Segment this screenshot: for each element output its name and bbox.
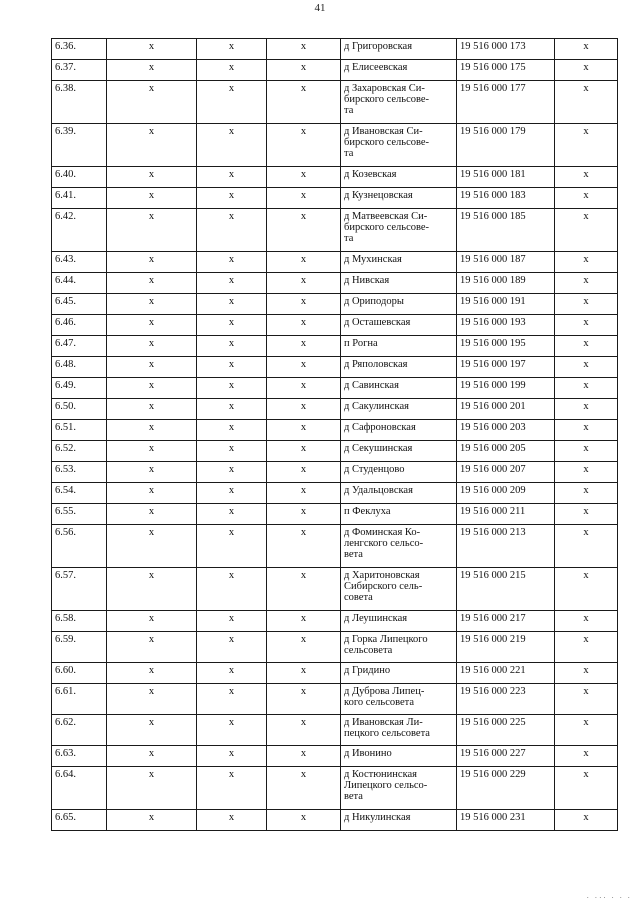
row-number: 6.38. (52, 81, 107, 124)
settlement-name (341, 294, 457, 315)
marker-cell-2: x (197, 124, 267, 167)
settlement-name-line: д Кузнецовская (344, 190, 413, 201)
row-number: 6.57. (52, 568, 107, 611)
marker-cell-1: x (107, 315, 197, 336)
settlement-name (341, 399, 457, 420)
marker-cell-3: x (267, 663, 341, 684)
marker-cell-2: x (197, 684, 267, 715)
settlement-name (341, 273, 457, 294)
settlement-name-line: д Савинская (344, 380, 399, 391)
marker-cell-1: x (107, 525, 197, 568)
settlement-name-line: д Козевская (344, 169, 397, 180)
settlement-name (341, 684, 457, 715)
marker-cell-4: x (555, 294, 618, 315)
marker-cell-3: x (267, 273, 341, 294)
marker-cell-4: x (555, 483, 618, 504)
marker-cell-1: x (107, 294, 197, 315)
settlement-name (341, 39, 457, 60)
settlement-name-line: д Матвеевская Си- (344, 211, 428, 222)
settlement-name (341, 315, 457, 336)
marker-cell-1: x (107, 420, 197, 441)
marker-cell-2: x (197, 483, 267, 504)
settlement-name-line: д Григоровская (344, 41, 413, 52)
marker-cell-2: x (197, 273, 267, 294)
marker-cell-4: x (555, 441, 618, 462)
oktmo-code: 19 516 000 201 (457, 399, 555, 420)
marker-cell-3: x (267, 525, 341, 568)
settlement-name-line: п Феклуха (344, 506, 391, 517)
settlement-name-line: вета (344, 791, 363, 802)
marker-cell-2: x (197, 81, 267, 124)
marker-cell-2: x (197, 209, 267, 252)
settlement-name (341, 378, 457, 399)
oktmo-code: 19 516 000 223 (457, 684, 555, 715)
marker-cell-4: x (555, 746, 618, 767)
settlement-name-line: д Нивская (344, 275, 390, 286)
marker-cell-2: x (197, 746, 267, 767)
marker-cell-3: x (267, 209, 341, 252)
row-number: 6.61. (52, 684, 107, 715)
marker-cell-3: x (267, 611, 341, 632)
settlement-name (341, 611, 457, 632)
marker-cell-3: x (267, 420, 341, 441)
marker-cell-3: x (267, 767, 341, 810)
table-row (52, 611, 618, 632)
marker-cell-4: x (555, 167, 618, 188)
table-row (52, 336, 618, 357)
row-number: 6.40. (52, 167, 107, 188)
marker-cell-2: x (197, 188, 267, 209)
oktmo-code: 19 516 000 173 (457, 39, 555, 60)
marker-cell-4: x (555, 525, 618, 568)
marker-cell-3: x (267, 810, 341, 831)
settlement-name-line: пецкого сельсовета (344, 728, 430, 739)
marker-cell-4: x (555, 378, 618, 399)
marker-cell-2: x (197, 378, 267, 399)
settlement-name (341, 715, 457, 746)
row-number: 6.52. (52, 441, 107, 462)
settlement-name (341, 81, 457, 124)
marker-cell-4: x (555, 357, 618, 378)
settlement-name (341, 60, 457, 81)
settlement-name-line: д Горка Липецкого (344, 634, 428, 645)
settlement-name-line: д Удальцовская (344, 485, 413, 496)
marker-cell-3: x (267, 167, 341, 188)
row-number: 6.65. (52, 810, 107, 831)
row-number: 6.50. (52, 399, 107, 420)
marker-cell-4: x (555, 39, 618, 60)
table-row (52, 315, 618, 336)
marker-cell-4: x (555, 399, 618, 420)
marker-cell-3: x (267, 715, 341, 746)
marker-cell-1: x (107, 252, 197, 273)
settlement-name (341, 525, 457, 568)
marker-cell-4: x (555, 124, 618, 167)
marker-cell-2: x (197, 420, 267, 441)
settlement-name-line: д Захаровская Си- (344, 83, 425, 94)
row-number: 6.45. (52, 294, 107, 315)
marker-cell-1: x (107, 378, 197, 399)
table-row (52, 504, 618, 525)
table-row (52, 357, 618, 378)
settlement-name-line: д Секушинская (344, 443, 413, 454)
settlement-name-line: д Костюнинская (344, 769, 418, 780)
marker-cell-3: x (267, 462, 341, 483)
table-row (52, 684, 618, 715)
marker-cell-3: x (267, 81, 341, 124)
row-number: 6.62. (52, 715, 107, 746)
marker-cell-2: x (197, 294, 267, 315)
table-row (52, 663, 618, 684)
marker-cell-1: x (107, 767, 197, 810)
marker-cell-4: x (555, 273, 618, 294)
marker-cell-2: x (197, 504, 267, 525)
table-row (52, 39, 618, 60)
table-row (52, 60, 618, 81)
oktmo-code: 19 516 000 205 (457, 441, 555, 462)
row-number: 6.37. (52, 60, 107, 81)
settlement-name-line: та (344, 148, 354, 159)
oktmo-code: 19 516 000 175 (457, 60, 555, 81)
settlement-name-line: д Мухинская (344, 254, 402, 265)
oktmo-code: 19 516 000 229 (457, 767, 555, 810)
marker-cell-3: x (267, 568, 341, 611)
row-number: 6.58. (52, 611, 107, 632)
marker-cell-2: x (197, 441, 267, 462)
marker-cell-1: x (107, 746, 197, 767)
row-number: 6.42. (52, 209, 107, 252)
settlement-name-line: д Никулинская (344, 812, 411, 823)
marker-cell-4: x (555, 632, 618, 663)
settlement-name (341, 767, 457, 810)
marker-cell-2: x (197, 357, 267, 378)
marker-cell-1: x (107, 399, 197, 420)
marker-cell-3: x (267, 39, 341, 60)
settlement-name-line: д Сакулинская (344, 401, 409, 412)
settlement-name-line: совета (344, 592, 373, 603)
marker-cell-2: x (197, 399, 267, 420)
table-row (52, 767, 618, 810)
marker-cell-4: x (555, 336, 618, 357)
settlement-name-line: д Дуброва Липец- (344, 686, 425, 697)
marker-cell-4: x (555, 315, 618, 336)
oktmo-code: 19 516 000 187 (457, 252, 555, 273)
settlement-name (341, 420, 457, 441)
marker-cell-1: x (107, 462, 197, 483)
marker-cell-2: x (197, 810, 267, 831)
marker-cell-1: x (107, 124, 197, 167)
table-row (52, 294, 618, 315)
marker-cell-4: x (555, 504, 618, 525)
table-row (52, 746, 618, 767)
marker-cell-1: x (107, 357, 197, 378)
row-number: 6.46. (52, 315, 107, 336)
marker-cell-3: x (267, 188, 341, 209)
settlement-name (341, 483, 457, 504)
marker-cell-1: x (107, 167, 197, 188)
marker-cell-1: x (107, 188, 197, 209)
table-row (52, 167, 618, 188)
marker-cell-4: x (555, 462, 618, 483)
marker-cell-3: x (267, 504, 341, 525)
marker-cell-1: x (107, 60, 197, 81)
table-row (52, 441, 618, 462)
table-row (52, 188, 618, 209)
marker-cell-2: x (197, 568, 267, 611)
settlement-name (341, 167, 457, 188)
oktmo-code: 19 516 000 221 (457, 663, 555, 684)
settlement-name-line: д Сафроновская (344, 422, 416, 433)
oktmo-code: 19 516 000 227 (457, 746, 555, 767)
settlement-name-line: сельсовета (344, 645, 393, 656)
row-number: 6.60. (52, 663, 107, 684)
oktmo-code: 19 516 000 209 (457, 483, 555, 504)
marker-cell-1: x (107, 209, 197, 252)
settlement-name-line: Липецкого сельсо- (344, 780, 428, 791)
settlement-name (341, 252, 457, 273)
marker-cell-4: x (555, 715, 618, 746)
settlement-name-line: бирского сельсове- (344, 94, 430, 105)
settlement-name-line: д Ивонино (344, 748, 392, 759)
marker-cell-1: x (107, 273, 197, 294)
marker-cell-2: x (197, 632, 267, 663)
oktmo-code: 19 516 000 185 (457, 209, 555, 252)
marker-cell-1: x (107, 504, 197, 525)
row-number: 6.63. (52, 746, 107, 767)
oktmo-code: 19 516 000 225 (457, 715, 555, 746)
marker-cell-3: x (267, 684, 341, 715)
oktmo-code: 19 516 000 179 (457, 124, 555, 167)
oktmo-code: 19 516 000 183 (457, 188, 555, 209)
marker-cell-3: x (267, 357, 341, 378)
marker-cell-4: x (555, 663, 618, 684)
settlement-name-line: д Осташевская (344, 317, 411, 328)
row-number: 6.49. (52, 378, 107, 399)
marker-cell-2: x (197, 315, 267, 336)
marker-cell-4: x (555, 810, 618, 831)
marker-cell-4: x (555, 81, 618, 124)
table-row (52, 209, 618, 252)
oktmo-code: 19 516 000 203 (457, 420, 555, 441)
settlement-name (341, 632, 457, 663)
marker-cell-4: x (555, 209, 618, 252)
marker-cell-4: x (555, 60, 618, 81)
row-number: 6.48. (52, 357, 107, 378)
marker-cell-3: x (267, 315, 341, 336)
settlement-name (341, 124, 457, 167)
table-row (52, 420, 618, 441)
settlement-name-line: д Харитоновская (344, 570, 420, 581)
marker-cell-3: x (267, 441, 341, 462)
settlement-name (341, 504, 457, 525)
table-row (52, 715, 618, 746)
settlement-name (341, 746, 457, 767)
table-body (52, 39, 618, 831)
settlement-name-line: д Елисеевская (344, 62, 408, 73)
table-row (52, 81, 618, 124)
marker-cell-3: x (267, 252, 341, 273)
marker-cell-2: x (197, 715, 267, 746)
marker-cell-1: x (107, 81, 197, 124)
table-row (52, 810, 618, 831)
marker-cell-2: x (197, 336, 267, 357)
settlement-name (341, 357, 457, 378)
marker-cell-1: x (107, 611, 197, 632)
row-number: 6.36. (52, 39, 107, 60)
marker-cell-4: x (555, 684, 618, 715)
settlement-name-line: та (344, 105, 354, 116)
marker-cell-3: x (267, 483, 341, 504)
oktmo-code: 19 516 000 193 (457, 315, 555, 336)
marker-cell-3: x (267, 60, 341, 81)
page-number: 41 (314, 2, 326, 14)
settlement-name-line: п Рогна (344, 338, 378, 349)
settlement-name-line: д Гридино (344, 665, 391, 676)
table-row (52, 399, 618, 420)
settlement-name-line: кого сельсовета (344, 697, 415, 708)
row-number: 6.43. (52, 252, 107, 273)
marker-cell-3: x (267, 378, 341, 399)
settlement-name-line: д Ориподоры (344, 296, 404, 307)
table-row (52, 378, 618, 399)
row-number: 6.54. (52, 483, 107, 504)
table-row (52, 252, 618, 273)
row-number: 6.51. (52, 420, 107, 441)
marker-cell-1: x (107, 810, 197, 831)
scan-marks: · ··· · · · (586, 894, 632, 902)
oktmo-code: 19 516 000 177 (457, 81, 555, 124)
marker-cell-4: x (555, 568, 618, 611)
row-number: 6.41. (52, 188, 107, 209)
marker-cell-1: x (107, 39, 197, 60)
settlement-name-line: д Ивановская Ли- (344, 717, 423, 728)
settlement-name-line: ленгского сельсо- (344, 538, 424, 549)
table-row (52, 124, 618, 167)
marker-cell-2: x (197, 525, 267, 568)
marker-cell-1: x (107, 568, 197, 611)
settlement-name (341, 209, 457, 252)
marker-cell-4: x (555, 188, 618, 209)
marker-cell-2: x (197, 767, 267, 810)
settlement-name-line: та (344, 233, 354, 244)
oktmo-code: 19 516 000 199 (457, 378, 555, 399)
marker-cell-3: x (267, 294, 341, 315)
oktmo-code: 19 516 000 213 (457, 525, 555, 568)
settlements-table (51, 38, 618, 831)
marker-cell-3: x (267, 632, 341, 663)
settlement-name (341, 663, 457, 684)
marker-cell-3: x (267, 746, 341, 767)
oktmo-code: 19 516 000 189 (457, 273, 555, 294)
marker-cell-2: x (197, 39, 267, 60)
table-row (52, 632, 618, 663)
marker-cell-4: x (555, 420, 618, 441)
oktmo-code: 19 516 000 215 (457, 568, 555, 611)
settlement-name-line: бирского сельсове- (344, 137, 430, 148)
marker-cell-2: x (197, 252, 267, 273)
marker-cell-1: x (107, 684, 197, 715)
settlement-name-line: Сибирского сель- (344, 581, 423, 592)
marker-cell-2: x (197, 611, 267, 632)
oktmo-code: 19 516 000 195 (457, 336, 555, 357)
oktmo-code: 19 516 000 197 (457, 357, 555, 378)
marker-cell-3: x (267, 124, 341, 167)
row-number: 6.53. (52, 462, 107, 483)
row-number: 6.59. (52, 632, 107, 663)
settlement-name (341, 462, 457, 483)
settlement-name-line: вета (344, 549, 363, 560)
settlement-name (341, 441, 457, 462)
table-row (52, 273, 618, 294)
oktmo-code: 19 516 000 191 (457, 294, 555, 315)
marker-cell-4: x (555, 767, 618, 810)
settlement-name (341, 568, 457, 611)
marker-cell-1: x (107, 441, 197, 462)
marker-cell-4: x (555, 252, 618, 273)
marker-cell-4: x (555, 611, 618, 632)
marker-cell-1: x (107, 715, 197, 746)
settlement-name-line: д Леушинская (344, 613, 408, 624)
marker-cell-1: x (107, 663, 197, 684)
marker-cell-1: x (107, 483, 197, 504)
settlement-name-line: д Студенцово (344, 464, 405, 475)
table-row (52, 568, 618, 611)
oktmo-code: 19 516 000 219 (457, 632, 555, 663)
settlement-name (341, 336, 457, 357)
row-number: 6.47. (52, 336, 107, 357)
row-number: 6.44. (52, 273, 107, 294)
row-number: 6.39. (52, 124, 107, 167)
oktmo-code: 19 516 000 207 (457, 462, 555, 483)
settlement-name-line: д Ряполовская (344, 359, 408, 370)
oktmo-code: 19 516 000 181 (457, 167, 555, 188)
marker-cell-1: x (107, 632, 197, 663)
table-row (52, 483, 618, 504)
marker-cell-2: x (197, 663, 267, 684)
settlement-name (341, 810, 457, 831)
settlement-name-line: д Ивановская Си- (344, 126, 423, 137)
row-number: 6.55. (52, 504, 107, 525)
settlement-name-line: бирского сельсове- (344, 222, 430, 233)
oktmo-code: 19 516 000 231 (457, 810, 555, 831)
row-number: 6.56. (52, 525, 107, 568)
marker-cell-3: x (267, 399, 341, 420)
oktmo-code: 19 516 000 217 (457, 611, 555, 632)
table-row (52, 462, 618, 483)
marker-cell-1: x (107, 336, 197, 357)
settlement-name (341, 188, 457, 209)
marker-cell-2: x (197, 462, 267, 483)
oktmo-code: 19 516 000 211 (457, 504, 555, 525)
settlement-name-line: д Фоминская Ко- (344, 527, 421, 538)
row-number: 6.64. (52, 767, 107, 810)
marker-cell-2: x (197, 60, 267, 81)
marker-cell-2: x (197, 167, 267, 188)
marker-cell-3: x (267, 336, 341, 357)
table-row (52, 525, 618, 568)
